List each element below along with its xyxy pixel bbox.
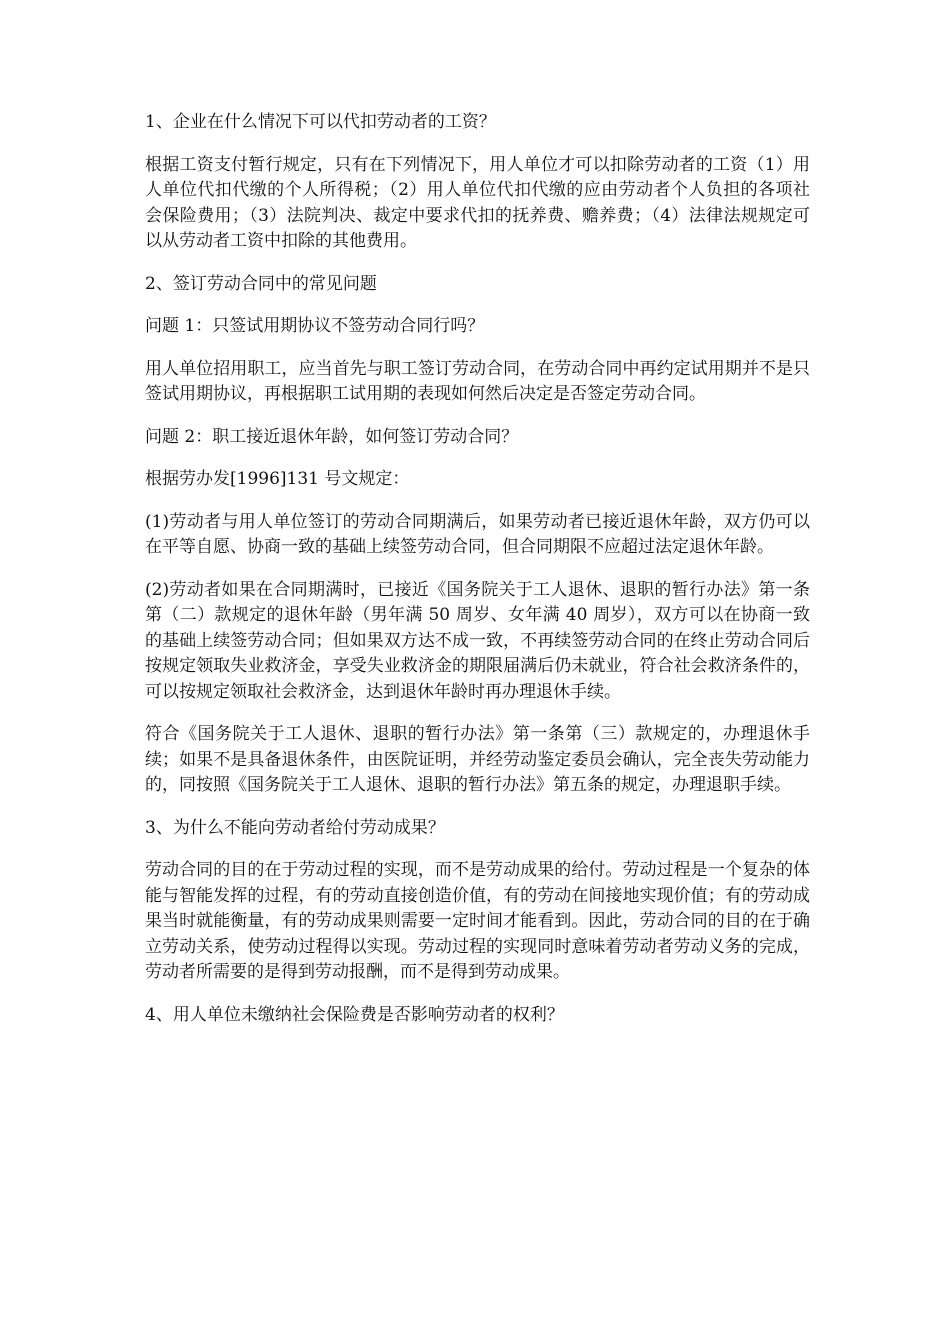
regulation-reference: 根据劳办发[1996]131 号文规定： — [145, 469, 410, 489]
question-3-heading: 3、为什么不能向劳动者给付劳动成果？ — [145, 817, 445, 838]
regulation-item-1: (1)劳动者与用人单位签订的劳动合同期满后，如果劳动者已接近退休年龄，双方仍可以在平等自愿、协商一致的基础上续签劳动合同，但合同期限不应超过法定退休年龄。 — [145, 511, 810, 557]
question-1-heading: 1、企业在什么情况下可以代扣劳动者的工资？ — [145, 112, 496, 132]
regulation-item-2: (2)劳动者如果在合同期满时，已接近《国务院关于工人退休、退职的暂行办法》第一条第（二）款规定的退休年龄（男年满 50 周岁、女年满 40 周岁），双方可以在协商一致的基础上续签劳动合同；但如果双方达不成一致，不再续签劳动合同的在终止劳动合同后按规定领取失业救济金，享受失业救济金的期限届满后仍未就业，符合社会救济条件的，可以按规定领取社会救济金，达到退休年龄时再办理退休手续。 — [145, 579, 810, 702]
question-4-heading: 4、用人单位未缴纳社会保险费是否影响劳动者的权利？ — [145, 1004, 564, 1025]
answer-1-paragraph: 根据工资支付暂行规定，只有在下列情况下，用人单位才可以扣除劳动者的工资（1）用人单位代扣代缴的个人所得税；（2）用人单位代扣代缴的应由劳动者个人负担的各项社会保险费用；（3）法院判决、裁定中要求代扣的抚养费、赡养费；（4）法律法规规定可以从劳动者工资中扣除的其他费用。 — [145, 154, 810, 251]
answer-3-paragraph: 劳动合同的目的在于劳动过程的实现，而不是劳动成果的给付。劳动过程是一个复杂的体能与智能发挥的过程，有的劳动直接创造价值，有的劳动在间接地实现价值；有的劳动成果当时就能衡量，有的劳动成果则需要一定时间才能看到。因此，劳动合同的目的在于确立劳动关系，使劳动过程得以实现。劳动过程的实现同时意味着劳动者劳动义务的完成，劳动者所需要的是得到劳动报酬，而不是得到劳动成果。 — [145, 860, 810, 982]
sub-question-2: 问题 2：职工接近退休年龄，如何签订劳动合同？ — [145, 426, 519, 447]
sub-question-1: 问题 1：只签试用期协议不签劳动合同行吗？ — [145, 316, 485, 336]
retirement-procedure-paragraph: 符合《国务院关于工人退休、退职的暂行办法》第一条第（三）款规定的，办理退休手续；如果不是具备退休条件，由医院证明，并经劳动鉴定委员会确认，完全丧失劳动能力的，同按照《国务院关于工人退休、退职的暂行办法》第五条的规定，办理退职手续。 — [145, 724, 810, 795]
document-page — [145, 110, 810, 1045]
question-2-heading: 2、签订劳动合同中的常见问题 — [145, 273, 377, 294]
sub-answer-1-paragraph: 用人单位招用职工，应当首先与职工签订劳动合同，在劳动合同中再约定试用期并不是只签试用期协议，再根据职工试用期的表现如何然后决定是否签定劳动合同。 — [145, 358, 810, 404]
